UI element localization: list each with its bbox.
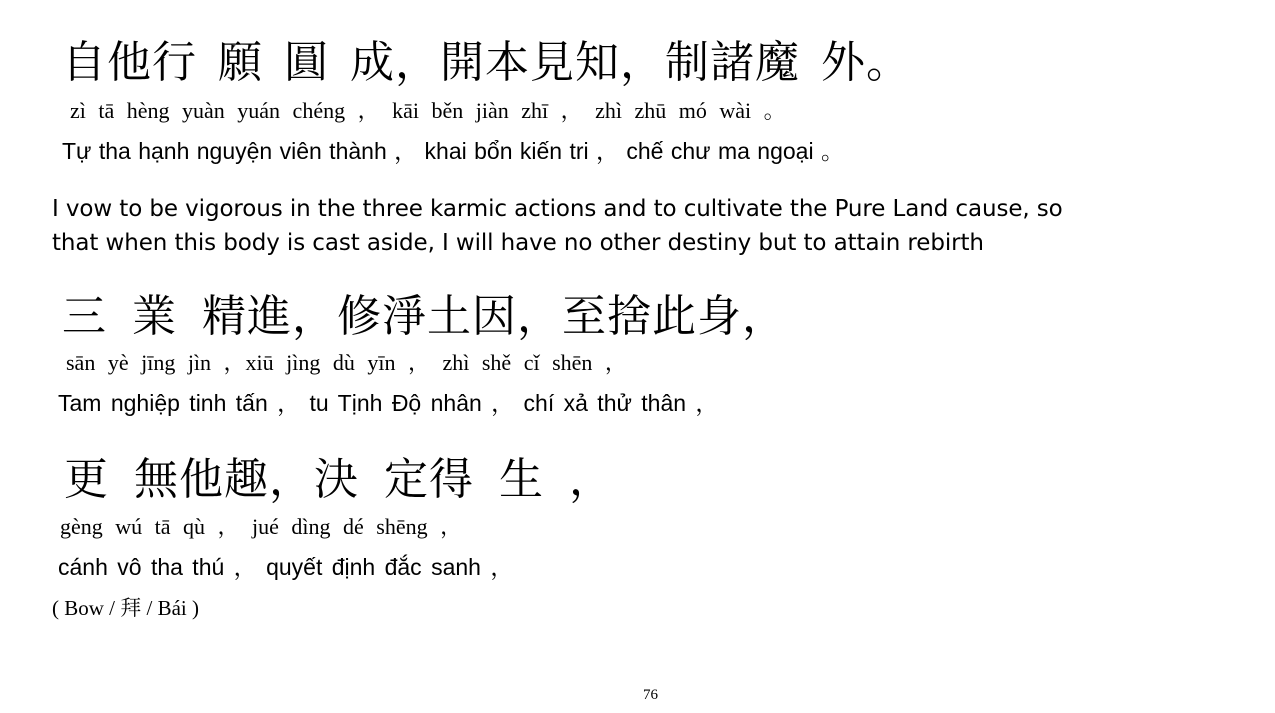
verse1-han: 自他行 願 圓 成，開本見知，制諸魔 外。 <box>62 37 911 88</box>
verse2-han: 三 業 精進，修淨土因，至捨此身， <box>62 291 787 342</box>
verse1-pinyin: zì tā hèng yuàn yuán chéng ， kāi běn jiàn zhī ， zhì zhū mó wài 。 <box>70 98 786 123</box>
verse3-pinyin: gèng wú tā qù ， jué dìng dé shēng ， <box>60 514 463 539</box>
verse3-han: 更 無他趣，決 定得 生 ， <box>64 454 614 505</box>
english-line-1: I vow to be vigorous in the three karmic actions and to cultivate the Pure Land cause, so <box>52 196 1063 222</box>
verse2-pinyin: sān yè jīng jìn ，xiū jìng dù yīn ， zhì shě cǐ shēn ， <box>66 350 627 375</box>
english-line-2: that when this body is cast aside, I will have no other destiny but to attain rebirth <box>52 230 984 256</box>
verse3-viet: cánh vô tha thú ， quyết định đắc sanh ， <box>58 554 514 580</box>
bow-instruction: ( Bow / 拜 / Bái ) <box>52 596 199 620</box>
page-number: 76 <box>643 687 658 703</box>
verse2-viet: Tam nghiệp tinh tấn ， tu Tịnh Độ nhân ， chí xả thử thân ， <box>58 390 719 416</box>
verse1-viet: Tự tha hạnh nguyện viên thành ， khai bổn kiến tri ， chế chư ma ngoại 。 <box>62 138 844 164</box>
